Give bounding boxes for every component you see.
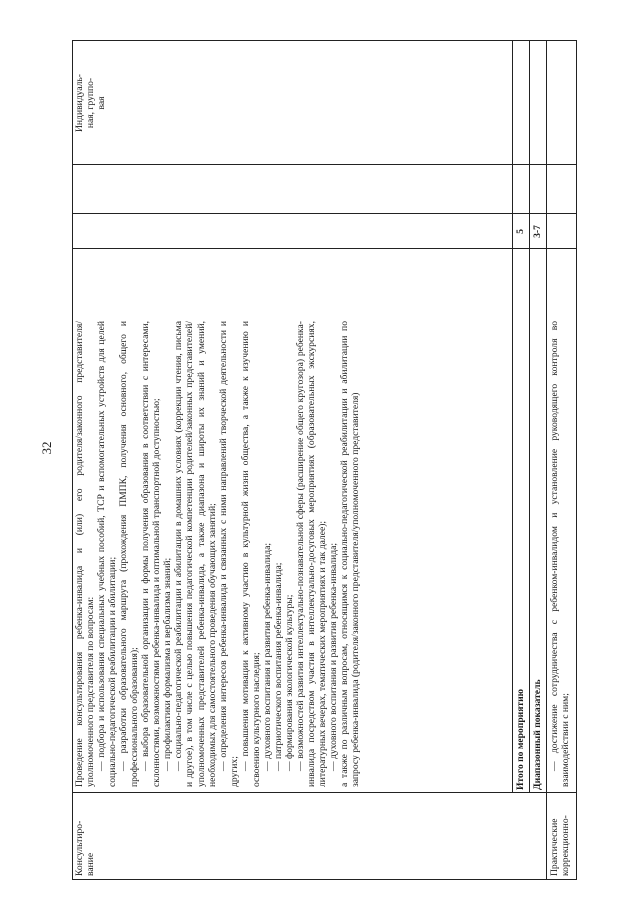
service-name-consultation: Консультиро- вание (74, 820, 97, 876)
consultation-paragraph: — патриотического воспитания ребенка-инвалида; (272, 562, 284, 771)
total-label: Итого по мероприятию (515, 689, 526, 790)
column-divider (73, 792, 576, 793)
consultation-format: Индивидуаль- ная, группо- вая (74, 74, 108, 132)
consultation-paragraph: — выбора образовательной организации и формы получения образования в соответствии с интересами, склонностями, возможностями ребенка-инвалида и оптимальной транспортной доступностью; (140, 321, 163, 787)
row-divider (512, 41, 513, 793)
column-divider (73, 248, 576, 249)
column-divider (73, 213, 576, 214)
consultation-paragraph: — социально-педагогической реабилитации и абилитации в домашних условиях (коррекции чтения, письма и другое), в том числе с целью повышения педагогической компетенции родителей/законных представителей/уполномоченных представителей ребенка-инвалида, а также диапазона и широты их знаний и умений, необходимых для самостоятельного проведения обучающих занятий; (173, 321, 218, 787)
consultation-paragraph: — определения интересов ребенка-инвалида и связанных с ними направлений творческой деятельности и других; (217, 321, 240, 787)
range-value: 3-7 (532, 225, 543, 238)
consultation-paragraph: — духовного воспитания и развития ребенка-инвалида; (261, 542, 273, 771)
consultation-paragraph: — формирования экологической культуры; (283, 594, 295, 771)
consultation-paragraph: — профилактики формализма и вербализма знаний; (162, 557, 174, 771)
service-name-practical: Практические коррекционно- (549, 815, 572, 876)
practical-paragraph: — достижение сотрудничества с ребенком-инвалидом и установление руководящего контроля во взаимодействии с ним; (549, 321, 572, 787)
consultation-text (74, 321, 361, 787)
consultation-paragraph: а также по различным вопросам, относящимся к социально-педагогической реабилитации и абилитации по запросу ребенка-инвалида (родителя/законного представителя/уполномоченного представителя) (339, 321, 362, 787)
consultation-content (73, 252, 512, 790)
column-divider (73, 164, 576, 165)
consultation-paragraph: — возможностей развития интеллектуально-познавательной сферы (расширение общего кругозора) ребенка-инвалида посредством участия в интеллектуально-досуговых мероприятиях (образовательных экскурсиях, литературных вечерах, тематических мероприятиях и так далее); (294, 321, 329, 787)
consultation-paragraph: — разработки образовательного маршрута (прохождения ПМПК, получения основного, общего и профессионального образования); (118, 321, 141, 787)
range-label: Диапазонный показатель (532, 679, 543, 790)
practical-text (549, 321, 571, 787)
services-table (72, 40, 577, 880)
consultation-paragraph: Проведение консультирования ребенка-инвалида и (или) его родителя/законного представителя/уполномоченного представителя по вопросам: (74, 321, 97, 787)
row-divider (546, 41, 547, 879)
consultation-paragraph: — духовного воспитания и развития ребенка-инвалида; (328, 542, 340, 771)
consultation-paragraph: — подбора и использования специальных учебных пособий, ТСР и вспомогательных устройств для целей социально-педагогической реабилитации и абилитации; (96, 321, 119, 787)
row-divider (529, 41, 530, 793)
page-number: 32 (39, 441, 54, 455)
total-value: 5 (515, 229, 526, 234)
consultation-paragraph: — повышения мотивации к активному участию в культурной жизни общества, а также к изучению и освоению культурного наследия; (239, 321, 262, 787)
rotated-table (72, 40, 577, 880)
